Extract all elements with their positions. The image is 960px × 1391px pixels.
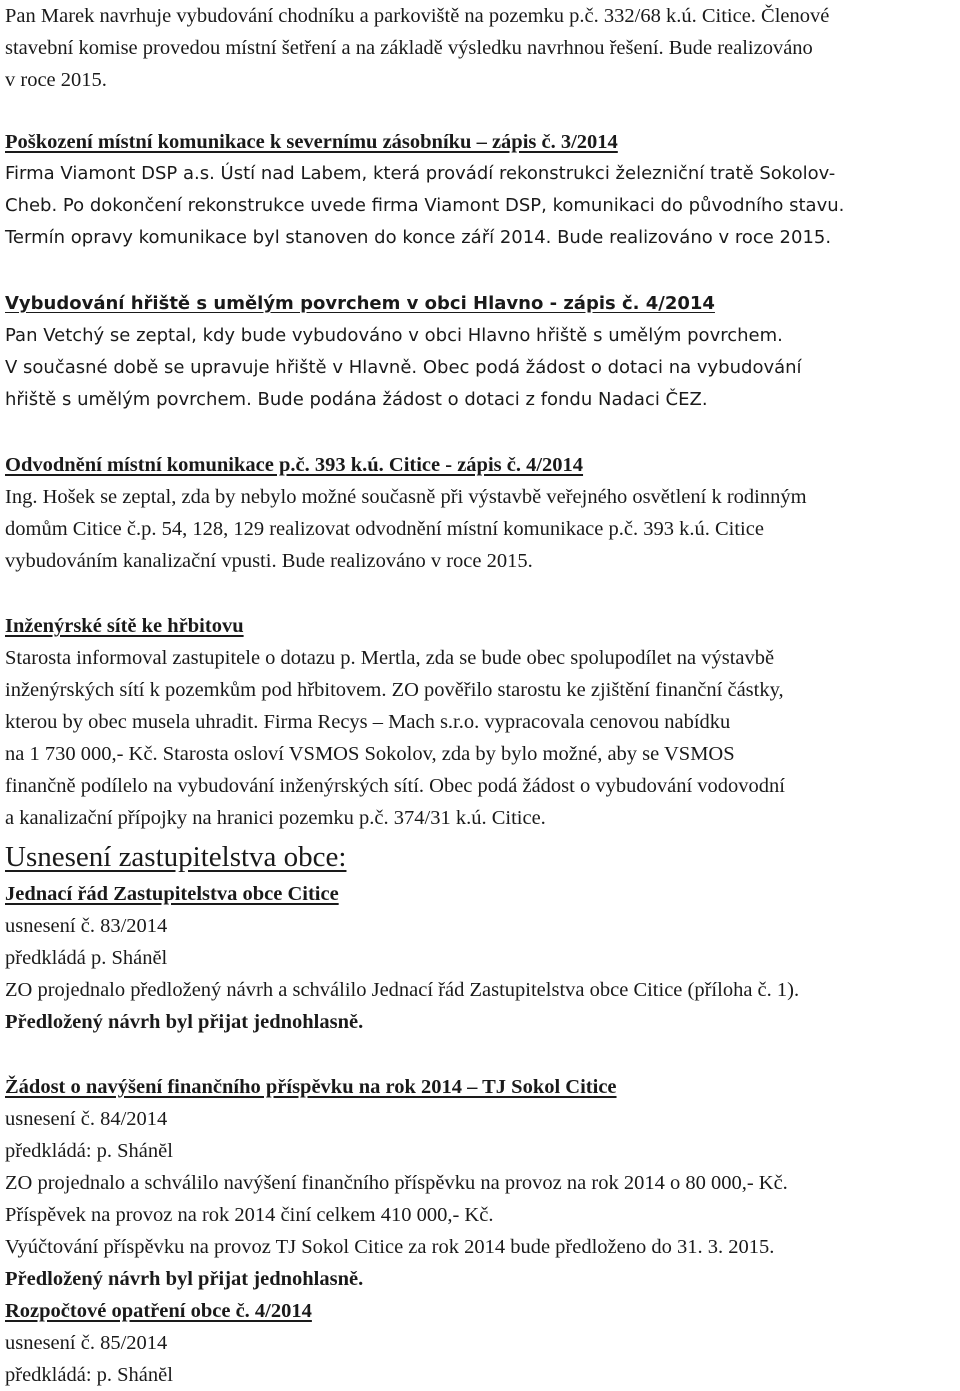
paragraph-marek-proposal	[5, 0, 955, 96]
resolution-text-line: Vyúčtování příspěvku na provoz TJ Sokol Citice za rok 2014 bude předloženo do 31. 3. 2015.	[5, 1236, 775, 1258]
resolution-84	[5, 1071, 955, 1295]
resolutions-title: Usnesení zastupitelstva obce:	[5, 841, 347, 873]
text-line: inženýrských sítí k pozemkům pod hřbitovem. ZO pověřilo starostu ke zjištění finanční částky,	[5, 679, 784, 701]
text-line: Firma Viamont DSP a.s. Ústí nad Labem, která provádí rekonstrukci železniční tratě Sokolov-	[5, 163, 836, 184]
resolutions-title-block	[5, 840, 955, 874]
text-line: Ing. Hošek se zeptal, zda by nebylo možné současně při výstavbě veřejného osvětlení k rodinným	[5, 486, 807, 508]
text-line: finančně podílelo na vybudování inženýrských sítí. Obec podá žádost o vybudování vodovodní	[5, 775, 785, 797]
resolution-text: ZO projednalo předložený návrh a schválilo Jednací řád Zastupitelstva obce Citice (příloha č. 1).	[5, 979, 800, 1001]
section-drainage	[5, 449, 955, 577]
resolution-number: usnesení č. 85/2014	[5, 1332, 168, 1354]
section-playground	[5, 288, 955, 416]
text-line: v roce 2015.	[5, 69, 107, 91]
resolution-presenter: předkládá: p. Shánĕl	[5, 1364, 173, 1386]
resolution-text-line: ZO projednalo a schválilo navýšení finančního příspěvku na provoz na rok 2014 o 80 000,- Kč.	[5, 1172, 788, 1194]
text-line: vybudováním kanalizační vpusti. Bude realizováno v roce 2015.	[5, 550, 533, 572]
paragraph-road-damage	[5, 158, 955, 254]
text-line: Pan Vetchý se zeptal, kdy bude vybudováno v obci Hlavno hřiště s umělým povrchem.	[5, 325, 783, 346]
resolution-number: usnesení č. 83/2014	[5, 915, 168, 937]
resolution-text-line: Příspěvek na provoz na rok 2014 činí celkem 410 000,- Kč.	[5, 1204, 494, 1226]
resolution-85	[5, 1295, 955, 1391]
text-line: Starosta informoval zastupitele o dotazu p. Mertla, zda se bude obec spolupodílet na výstavbě	[5, 647, 775, 669]
resolution-number: usnesení č. 84/2014	[5, 1108, 168, 1130]
section-heading: Vybudování hřiště s umělým povrchem v obci Hlavno - zápis č. 4/2014	[5, 293, 715, 314]
resolution-result: Předložený návrh byl přijat jednohlasně.	[5, 1011, 364, 1033]
section-heading: Inženýrské sítě ke hřbitovu	[5, 615, 244, 637]
section-cemetery-networks	[5, 610, 955, 834]
text-line: Cheb. Po dokončení rekonstrukce uvede firma Viamont DSP, komunikaci do původního stavu.	[5, 195, 845, 216]
text-line: a kanalizační přípojky na hranici pozemku p.č. 374/31 k.ú. Citice.	[5, 807, 546, 829]
text-line: kterou by obec musela uhradit. Firma Recys – Mach s.r.o. vypracovala cenovou nabídku	[5, 711, 731, 733]
text-line: Pan Marek navrhuje vybudování chodníku a parkoviště na pozemku p.č. 332/68 k.ú. Citice. Členové	[5, 5, 830, 27]
resolution-heading: Rozpočtové opatření obce č. 4/2014	[5, 1300, 312, 1322]
section-road-damage	[5, 126, 955, 158]
text-line: V současné době se upravuje hřiště v Hlavně. Obec podá žádost o dotaci na vybudování	[5, 357, 802, 378]
text-line: na 1 730 000,- Kč. Starosta osloví VSMOS Sokolov, zda by bylo možné, aby se VSMOS	[5, 743, 735, 765]
text-line: domům Citice č.p. 54, 128, 129 realizovat odvodnění místní komunikace p.č. 393 k.ú. Citice	[5, 518, 764, 540]
resolution-83	[5, 878, 955, 1038]
text-line: stavební komise provedou místní šetření a na základě výsledku navrhnou řešení. Bude realizováno	[5, 37, 813, 59]
resolution-heading: Jednací řád Zastupitelstva obce Citice	[5, 883, 339, 905]
resolution-presenter: předkládá p. Shánĕl	[5, 947, 168, 969]
resolution-heading: Žádost o navýšení finančního příspěvku na rok 2014 – TJ Sokol Citice	[5, 1076, 617, 1098]
resolution-presenter: předkládá: p. Shánĕl	[5, 1140, 173, 1162]
text-line: hřiště s umělým povrchem. Bude podána žádost o dotaci z fondu Nadaci ČEZ.	[5, 389, 708, 410]
resolution-result: Předložený návrh byl přijat jednohlasně.	[5, 1268, 364, 1290]
text-line: Termín opravy komunikace byl stanoven do konce září 2014. Bude realizováno v roce 2015.	[5, 227, 832, 248]
section-heading: Poškození místní komunikace k severnímu zásobníku – zápis č. 3/2014	[5, 131, 618, 153]
section-heading: Odvodnění místní komunikace p.č. 393 k.ú. Citice - zápis č. 4/2014	[5, 454, 584, 476]
